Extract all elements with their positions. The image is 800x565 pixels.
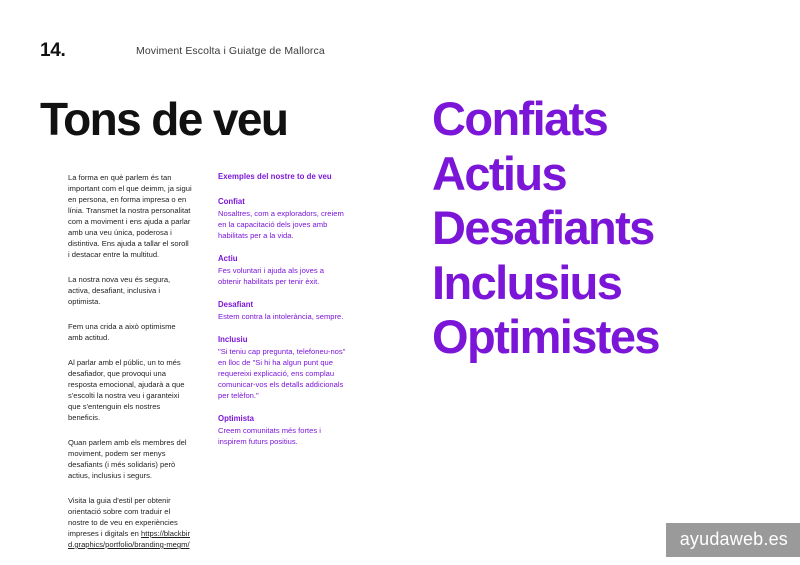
example-description: Fes voluntari i ajuda als joves a obtenir habilitats per tenir èxit.: [218, 266, 324, 286]
examples-column: [218, 172, 346, 460]
header-title: Moviment Escolta i Guiatge de Mallorca: [136, 45, 325, 57]
page-header: [40, 40, 760, 64]
voice-word: Confiats: [432, 92, 608, 145]
body-paragraph: La nostra nova veu és segura, activa, desafiant, inclusiva i optimista.: [68, 275, 171, 306]
voice-word: Actius: [432, 146, 567, 200]
example-item: [218, 414, 346, 447]
example-description: Nosaltres, com a exploradors, creiem en la capacitació dels joves amb habilitats per a la vida.: [218, 209, 344, 240]
example-item: [218, 335, 346, 401]
body-paragraph-with-link: [68, 495, 192, 550]
voice-words-column: [432, 92, 782, 365]
body-paragraph: Al parlar amb el públic, un to més desafiador, que provoqui una resposta emocional, ajudarà a que s'escolti la nostra veu i garanteixi que s'entenguin els nostres beneficis.: [68, 358, 185, 422]
body-paragraph: Quan parlem amb els membres del moviment, podem ser menys desafiants (i més solidaris) però actius, inclusius i segurs.: [68, 438, 187, 480]
examples-title: Exemples del nostre to de veu: [218, 172, 332, 181]
example-term: Inclusiu: [218, 335, 248, 344]
body-paragraph-text: Visita la guia d'estil per obtenir orientació sobre com traduir el nostre to de veu en experiències impreses i digitals en: [68, 496, 178, 538]
watermark: ayudaweb.es: [666, 523, 800, 557]
body-paragraph: Fem una crida a això optimisme amb actitud.: [68, 322, 176, 342]
example-description: Creem comunitats més fortes i inspirem futurs positius.: [218, 426, 321, 446]
example-description: "Si teniu cap pregunta, telefoneu-nos" en lloc de "Si hi ha algun punt que requereixi explicació, ens complau comunicar-vos els detalls addicionals per telèfon.": [218, 347, 346, 400]
page-title: Tons de veu: [40, 93, 288, 145]
page-number: 14.: [40, 40, 66, 61]
example-description: Estem contra la intolerància, sempre.: [218, 312, 344, 321]
example-item: [218, 254, 346, 287]
body-column: [68, 172, 192, 564]
example-term: Actiu: [218, 254, 238, 263]
voice-word: Optimistes: [432, 310, 659, 364]
voice-word: Inclusius: [432, 255, 622, 309]
style-guide-link[interactable]: https://blackbird.graphics/portfolio/branding-megm/: [68, 529, 190, 549]
example-item: [218, 197, 346, 241]
example-item: [218, 300, 346, 322]
example-term: Optimista: [218, 414, 254, 423]
body-paragraph: La forma en què parlem és tan important com el que deimm, ja sigui en persona, en forma impresa o en línia. Transmet la nostra personalitat com a moviment i ens ajuda a parlar amb una veu única, poderosa i distintiva. Ens ajuda a tallar el soroll i destacar entre la multitud.: [68, 173, 192, 259]
voice-word: Desafiants: [432, 201, 654, 255]
example-term: Confiat: [218, 197, 245, 206]
example-term: Desafiant: [218, 300, 254, 309]
